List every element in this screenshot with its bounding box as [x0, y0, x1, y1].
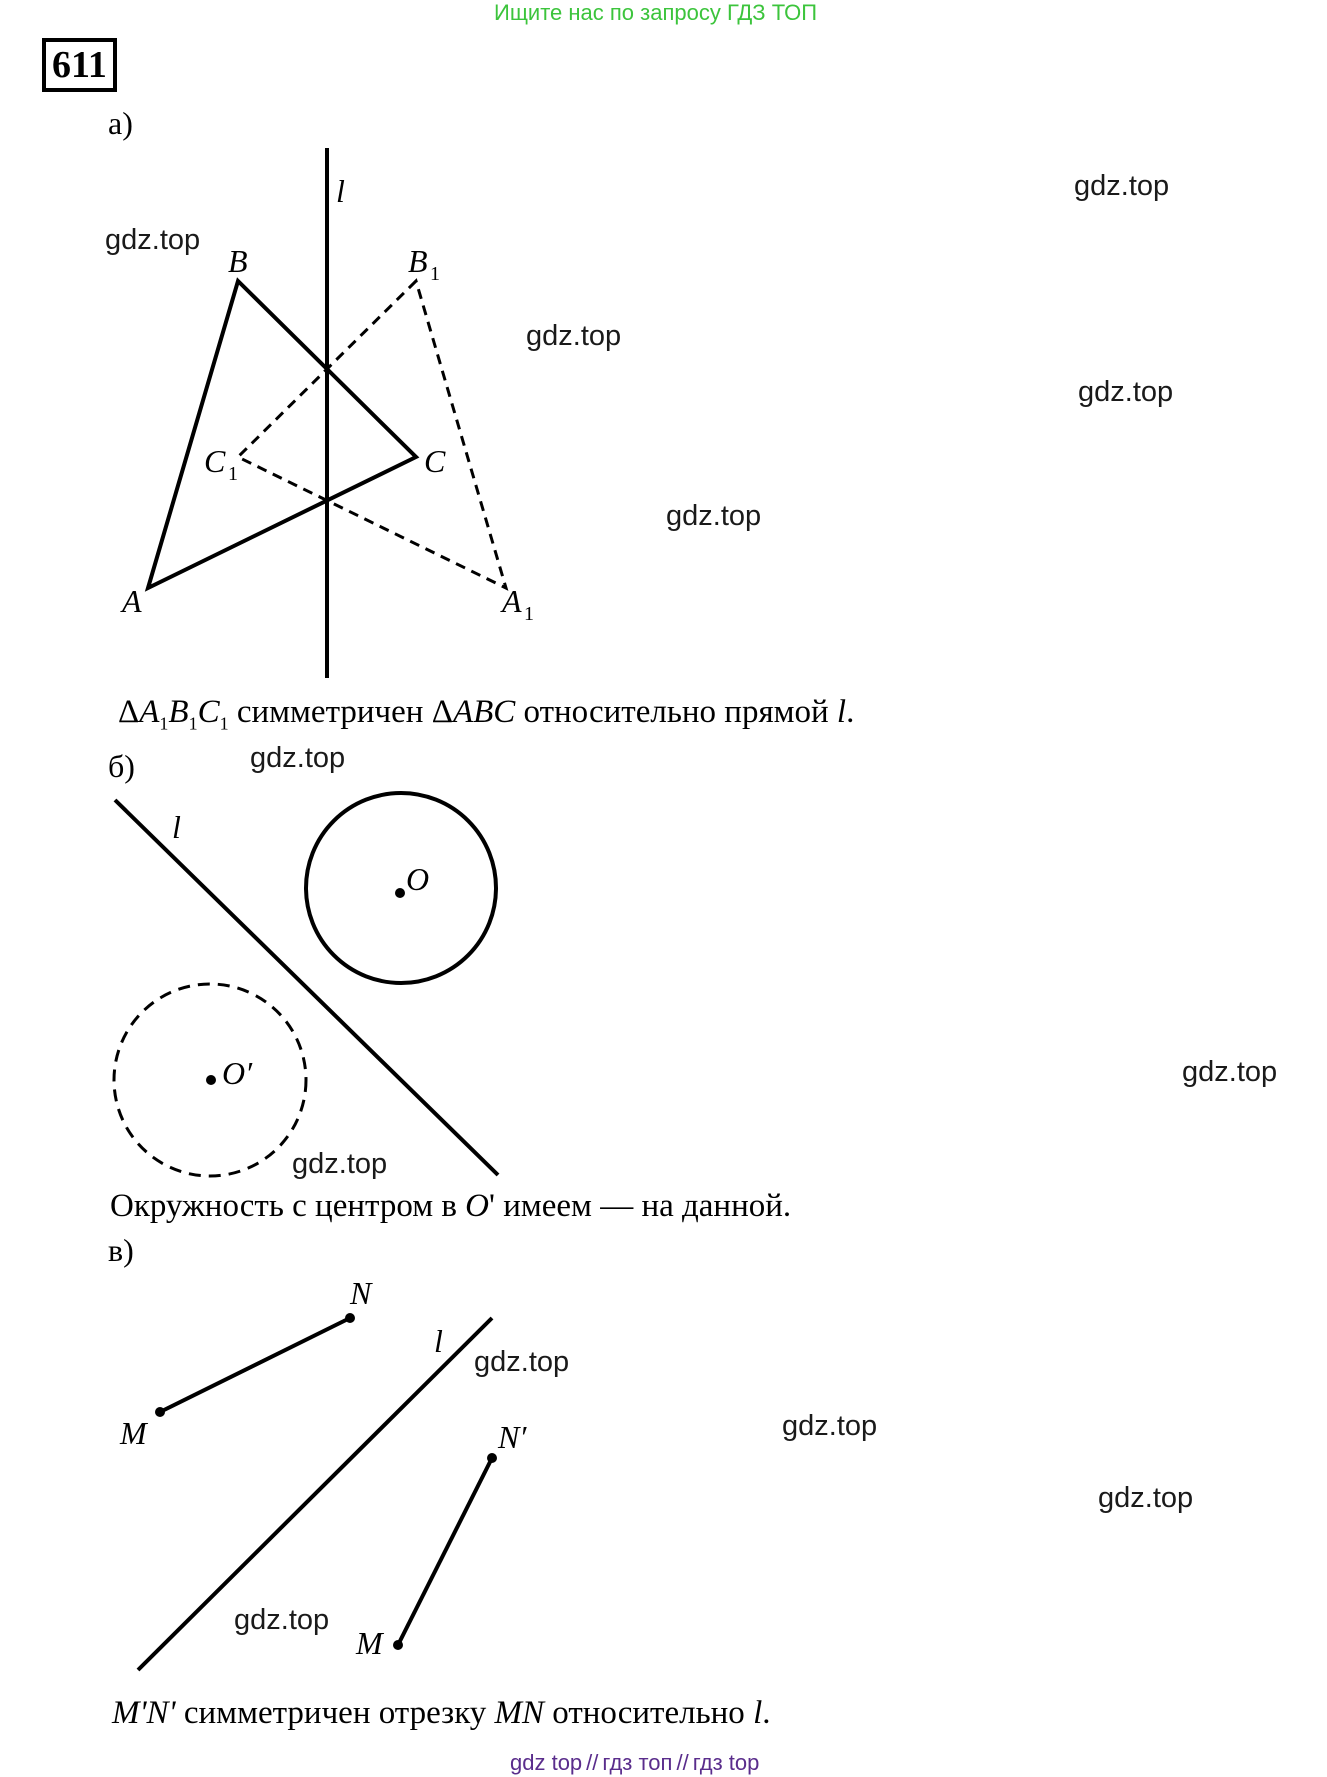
label-l-a: l: [336, 173, 345, 209]
part-b-label: б): [108, 748, 135, 784]
figure-b: [114, 793, 498, 1176]
footer-separator: //: [586, 1750, 599, 1775]
point-m: [155, 1407, 165, 1417]
caption-a-mid: симметричен: [228, 694, 432, 730]
label-A1: A: [502, 583, 522, 619]
footer-link-3[interactable]: гдз top: [692, 1750, 760, 1775]
label-B1: B: [408, 243, 428, 279]
point-m-prime: [393, 1640, 403, 1650]
segment-mn: [160, 1318, 350, 1412]
caption-a-sub-b: 1: [188, 713, 198, 734]
caption-c-end: относительно: [544, 1695, 754, 1731]
label-M: M: [120, 1415, 147, 1451]
watermark: gdz.top: [666, 500, 762, 532]
caption-b-end: имеем — на данной.: [494, 1188, 792, 1224]
caption-c-dot: .: [762, 1695, 771, 1731]
watermark: gdz.top: [526, 320, 622, 352]
caption-a-tri1-a: A: [139, 694, 160, 730]
watermark: gdz.top: [1098, 1482, 1194, 1514]
watermark: gdz.top: [1182, 1056, 1278, 1088]
caption-c-seg2: MN: [494, 1695, 545, 1731]
triangle-a1b1c1: [238, 281, 506, 588]
caption-b-start: Окружность с центром в: [110, 1188, 466, 1224]
caption-a-tri1-b: B: [168, 694, 189, 730]
label-l-c: l: [434, 1323, 443, 1359]
caption-a-sub-c: 1: [219, 713, 229, 734]
footer-link-1[interactable]: gdz top: [510, 1750, 583, 1775]
caption-a-dot: .: [846, 694, 855, 730]
caption-b: [110, 1188, 791, 1225]
watermark: gdz.top: [292, 1148, 388, 1180]
axis-line-l-b: [115, 800, 498, 1175]
caption-a-delta2: Δ: [431, 694, 453, 730]
label-A1-sub: 1: [524, 603, 534, 625]
watermark: gdz.top: [1074, 170, 1170, 202]
label-C1-sub: 1: [228, 463, 238, 485]
footer-link-2[interactable]: гдз топ: [602, 1750, 673, 1775]
label-C: C: [424, 443, 446, 479]
label-A: A: [122, 583, 142, 619]
caption-a-delta1: Δ: [118, 694, 140, 730]
watermark: gdz.top: [250, 742, 346, 774]
label-M-prime: M: [356, 1625, 383, 1661]
label-O-prime: O′: [222, 1055, 253, 1091]
caption-c: [112, 1695, 770, 1732]
label-C1: C: [204, 443, 226, 479]
label-B: B: [228, 243, 248, 279]
label-N-prime: N′: [498, 1419, 527, 1455]
watermark: gdz.top: [234, 1604, 330, 1636]
footer-links: [510, 1750, 759, 1776]
watermark: gdz.top: [105, 224, 201, 256]
segment-m-prime-n-prime: [398, 1458, 492, 1645]
caption-a-line: l: [836, 694, 847, 730]
header-search-hint[interactable]: Ищите нас по запросу ГДЗ ТОП: [494, 0, 818, 25]
caption-c-seg1: M'N': [112, 1695, 176, 1731]
label-N: N: [350, 1275, 372, 1311]
caption-b-point: O: [465, 1188, 490, 1224]
label-O: O: [406, 861, 430, 897]
point-o: [395, 888, 405, 898]
part-a-label: а): [108, 105, 133, 141]
point-n: [345, 1313, 355, 1323]
problem-number: 611: [42, 38, 117, 92]
caption-a: [118, 694, 854, 735]
label-l-b: l: [172, 809, 181, 845]
point-n-prime: [487, 1453, 497, 1463]
caption-b-prime: ': [489, 1188, 495, 1224]
part-c-label: в): [108, 1232, 134, 1268]
caption-a-tri1-c: C: [197, 694, 220, 730]
watermark: gdz.top: [1078, 376, 1174, 408]
triangle-abc: [148, 281, 416, 588]
caption-a-tri2: ABC: [452, 694, 516, 730]
caption-a-end: относительно прямой: [515, 694, 837, 730]
caption-a-sub-a: 1: [159, 713, 169, 734]
label-B1-sub: 1: [430, 263, 440, 285]
watermark: gdz.top: [474, 1346, 570, 1378]
watermark: gdz.top: [782, 1410, 878, 1442]
caption-c-line: l: [753, 1695, 763, 1731]
footer-separator: //: [676, 1750, 689, 1775]
point-o-prime: [206, 1075, 216, 1085]
caption-c-mid: симметричен отрезку: [175, 1695, 495, 1731]
circle-o: [306, 793, 496, 983]
